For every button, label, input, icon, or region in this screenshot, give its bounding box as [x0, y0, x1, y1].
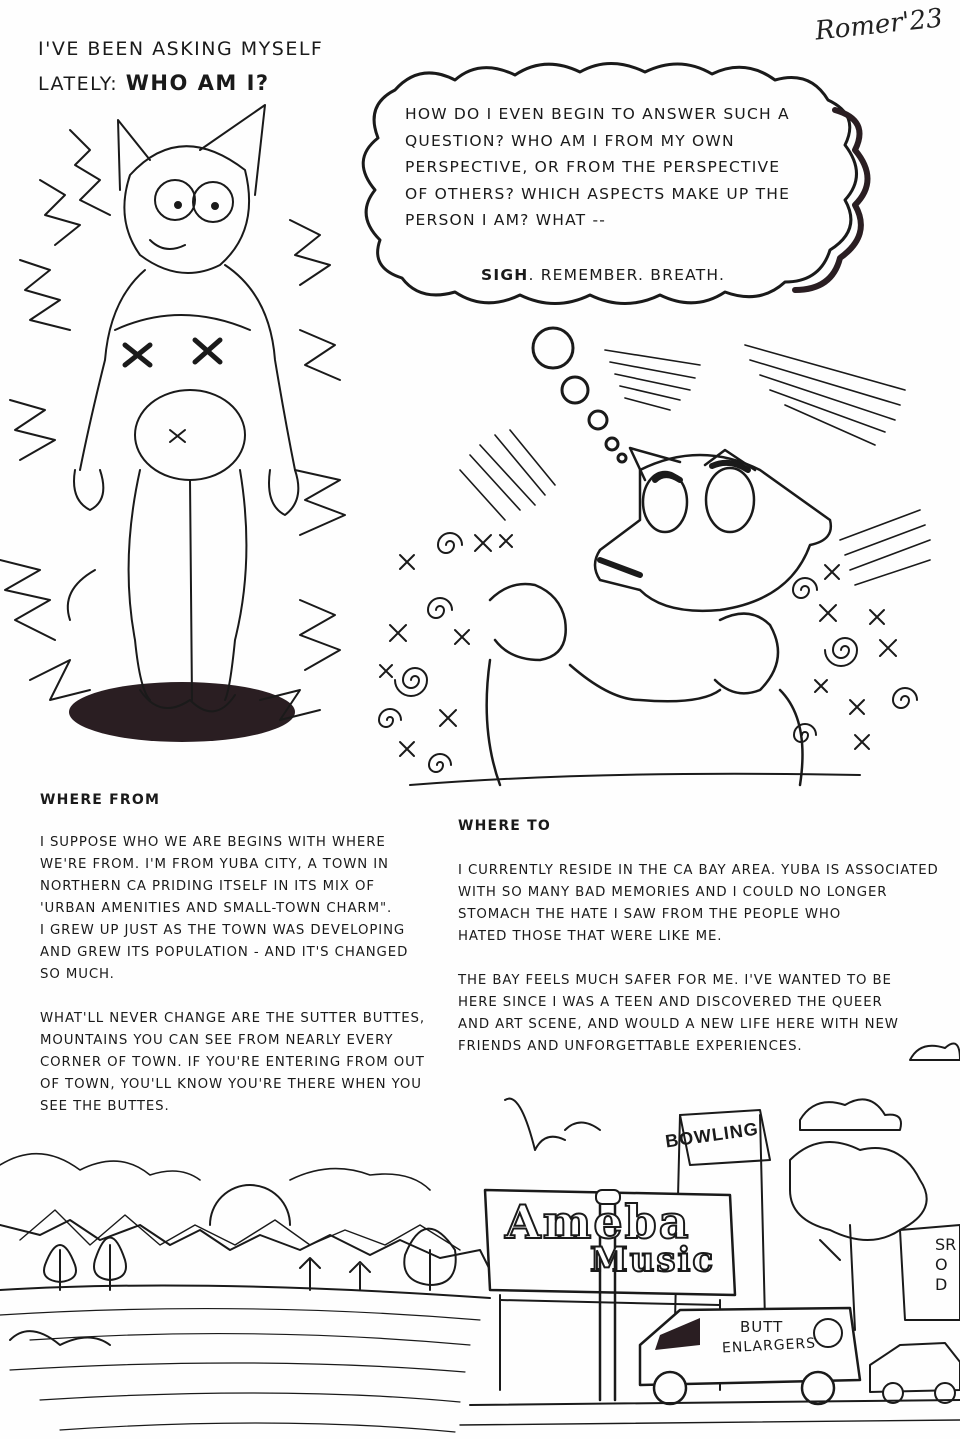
where-to-line: STOMACH THE HATE I SAW FROM THE PEOPLE WHO	[458, 907, 842, 922]
where-from-line: WHAT'LL NEVER CHANGE ARE THE SUTTER BUTTES,	[40, 1011, 425, 1026]
where-from-body	[40, 832, 425, 1118]
thinking-character-illustration	[379, 345, 930, 785]
where-from-line: NORTHERN CA PRIDING ITSELF IN ITS MIX OF	[40, 879, 375, 894]
store-sign-line-1: Ameba	[505, 1195, 691, 1249]
intro-question: WHO AM I?	[125, 71, 270, 95]
where-to-heading: WHERE TO	[458, 818, 551, 834]
thought-line: PERSPECTIVE, OR FROM THE PERSPECTIVE	[405, 158, 781, 176]
thought-bubble-text	[405, 101, 790, 234]
artist-signature: Romer'23	[813, 3, 945, 47]
where-from-line: I SUPPOSE WHO WE ARE BEGINS WITH WHERE	[40, 835, 386, 850]
where-from-line: I GREW UP JUST AS THE TOWN WAS DEVELOPING	[40, 923, 406, 938]
where-to-line: HATED THOSE THAT WERE LIKE ME.	[458, 929, 723, 944]
where-to-line: HERE SINCE I WAS A TEEN AND DISCOVERED THE QUEER	[458, 995, 883, 1010]
sutter-buttes-landscape	[0, 1154, 490, 1432]
van-text-line-1: BUTT	[740, 1318, 784, 1336]
sigh-rest: . REMEMBER. BREATH.	[528, 266, 726, 284]
where-from-line: WE'RE FROM. I'M FROM YUBA CITY, A TOWN IN	[40, 857, 389, 872]
where-from-line: SO MUCH.	[40, 967, 115, 982]
sigh-word: SIGH	[481, 266, 529, 284]
thought-line: HOW DO I EVEN BEGIN TO ANSWER SUCH A	[405, 105, 790, 123]
where-to-line: WITH SO MANY BAD MEMORIES AND I COULD NO LONGER	[458, 885, 888, 900]
intro-line-1: I'VE BEEN ASKING MYSELF	[38, 38, 324, 60]
where-to-line: THE BAY FEELS MUCH SAFER FOR ME. I'VE WANTED TO BE	[458, 973, 892, 988]
sigh-line	[481, 262, 725, 289]
van-text-line-2: ENLARGERS	[721, 1335, 817, 1357]
intro-line-2	[38, 66, 323, 101]
where-to-line: FRIENDS AND UNFORGETTABLE EXPERIENCES.	[458, 1039, 803, 1054]
store-sign-line-2: Music	[590, 1240, 716, 1280]
where-to-body	[458, 860, 939, 1058]
right-building-sign: SRO D	[935, 1235, 957, 1294]
bowling-sign: BOWLING	[663, 1118, 760, 1152]
thought-line: PERSON I AM? WHAT --	[405, 211, 607, 229]
where-from-line: CORNER OF TOWN. IF YOU'RE ENTERING FROM OUT	[40, 1055, 425, 1070]
where-to-line: AND ART SCENE, AND WOULD A NEW LIFE HERE WITH NEW	[458, 1017, 899, 1032]
intro-heading	[38, 32, 323, 101]
where-from-heading: WHERE FROM	[40, 792, 161, 808]
where-from-line: OF TOWN, YOU'LL KNOW YOU'RE THERE WHEN YOU	[40, 1077, 422, 1092]
intro-prefix: LATELY:	[38, 73, 119, 95]
where-from-line: SEE THE BUTTES.	[40, 1099, 170, 1114]
thought-line: OF OTHERS? WHICH ASPECTS MAKE UP THE	[405, 184, 791, 203]
where-from-line: AND GREW ITS POPULATION - AND IT'S CHANGED	[40, 945, 409, 960]
where-from-line: 'URBAN AMENITIES AND SMALL-TOWN CHARM".	[40, 901, 393, 916]
where-from-line: MOUNTAINS YOU CAN SEE FROM NEARLY EVERY	[40, 1033, 394, 1048]
standing-character-illustration	[0, 105, 345, 742]
thought-line: QUESTION? WHO AM I FROM MY OWN	[405, 131, 735, 150]
where-to-line: I CURRENTLY RESIDE IN THE CA BAY AREA. YUBA IS ASSOCIATED	[458, 863, 939, 878]
